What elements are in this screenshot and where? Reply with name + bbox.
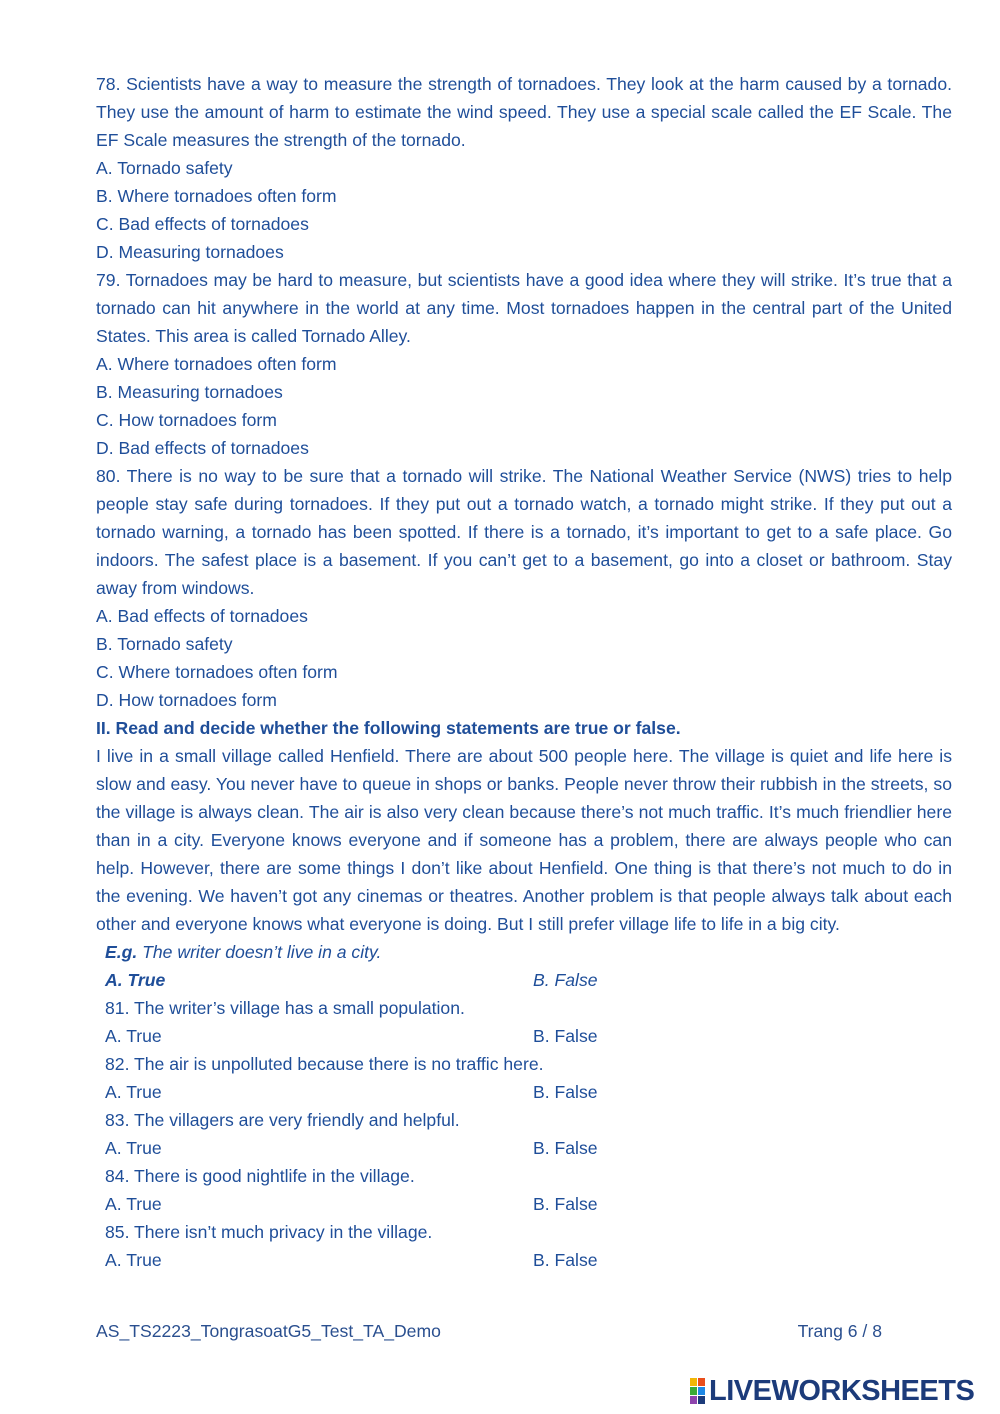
answer-82-true[interactable]: A. True [105,1082,162,1102]
answer-85-false[interactable]: B. False [533,1250,598,1270]
document-id: AS_TS2223_TongrasoatG5_Test_TA_Demo [96,1321,441,1341]
logo-block [698,1378,705,1386]
answer-82-false[interactable]: B. False [533,1082,598,1102]
q79-option-a: A. Where tornadoes often form [96,354,337,374]
worksheet-content [96,70,952,1274]
logo-block [698,1387,705,1395]
answer-row-81 [96,1022,952,1050]
logo-block [690,1396,697,1404]
example-answer-true: A. True [105,970,166,990]
liveworksheets-logo [690,1374,974,1408]
q79-option-c: C. How tornadoes form [96,410,277,430]
page-footer [96,1317,882,1345]
example-text: The writer doesn’t live in a city. [137,942,382,962]
reading-passage: I live in a small village called Henfield. There are about 500 people here. The village is quiet and life here is slow and easy. You never have to queue in shops or banks. People never throw their rubbish in the streets, so the village is always clean. The air is also very clean because there’s not much traffic. It’s much friendlier here than in a city. Everyone knows everyone and if someone has a problem, there are always people who can help. However, there are some things I don’t like about Henfield. One thing is that there’s not much to do in the evening. We haven’t got any cinemas or theatres. Another problem is that people always talk about each other and everyone knows what everyone is doing. But I still prefer village life to life in a big city. [96,746,952,934]
statement-84: 84. There is good nightlife in the village. [105,1166,415,1186]
question-79-text: 79. Tornadoes may be hard to measure, but scientists have a good idea where they will strike. It’s true that a tornado can hit anywhere in the world at any time. Most tornadoes happen in the central part of the United States. This area is called Tornado Alley. [96,270,952,346]
q79-option-d: D. Bad effects of tornadoes [96,438,309,458]
section-2-heading: II. Read and decide whether the following statements are true or false. [96,718,681,738]
statement-82: 82. The air is unpolluted because there is no traffic here. [105,1054,544,1074]
q80-option-d: D. How tornadoes form [96,690,277,710]
q78-option-c: C. Bad effects of tornadoes [96,214,309,234]
question-78-text: 78. Scientists have a way to measure the strength of tornadoes. They look at the harm caused by a tornado. They use the amount of harm to estimate the wind speed. They use a special scale called the EF Scale. The EF Scale measures the strength of the tornado. [96,74,952,150]
example-answer-row [96,966,952,994]
page-number: Trang 6 / 8 [797,1321,882,1341]
answer-84-true[interactable]: A. True [105,1194,162,1214]
logo-blocks-icon [690,1378,705,1404]
answer-81-true[interactable]: A. True [105,1026,162,1046]
q78-option-b: B. Where tornadoes often form [96,186,337,206]
logo-block [690,1378,697,1386]
answer-84-false[interactable]: B. False [533,1194,598,1214]
statement-81: 81. The writer’s village has a small population. [105,998,465,1018]
q80-option-b: B. Tornado safety [96,634,233,654]
q78-option-d: D. Measuring tornadoes [96,242,284,262]
statement-85: 85. There isn’t much privacy in the village. [105,1222,433,1242]
q79-option-b: B. Measuring tornadoes [96,382,283,402]
q80-option-c: C. Where tornadoes often form [96,662,338,682]
logo-block [690,1387,697,1395]
answer-row-83 [96,1134,952,1162]
example-label: E.g. [105,942,138,962]
answer-81-false[interactable]: B. False [533,1026,598,1046]
q78-option-a: A. Tornado safety [96,158,233,178]
example-answer-false: B. False [533,970,598,990]
example-statement [96,938,952,966]
q80-option-a: A. Bad effects of tornadoes [96,606,308,626]
answer-83-false[interactable]: B. False [533,1138,598,1158]
answer-row-85 [96,1246,952,1274]
answer-85-true[interactable]: A. True [105,1250,162,1270]
logo-block [698,1396,705,1404]
question-80-text: 80. There is no way to be sure that a tornado will strike. The National Weather Service (NWS) tries to help people stay safe during tornadoes. If they put out a tornado watch, a tornado might strike. If they put out a tornado warning, a tornado has been spotted. If there is a tornado, it’s important to get to a safe place. Go indoors. The safest place is a basement. If you can’t get to a basement, go into a closet or bathroom. Stay away from windows. [96,466,952,598]
logo-text: LIVEWORKSHEETS [709,1374,975,1407]
answer-83-true[interactable]: A. True [105,1138,162,1158]
answer-row-82 [96,1078,952,1106]
statement-83: 83. The villagers are very friendly and helpful. [105,1110,460,1130]
answer-row-84 [96,1190,952,1218]
